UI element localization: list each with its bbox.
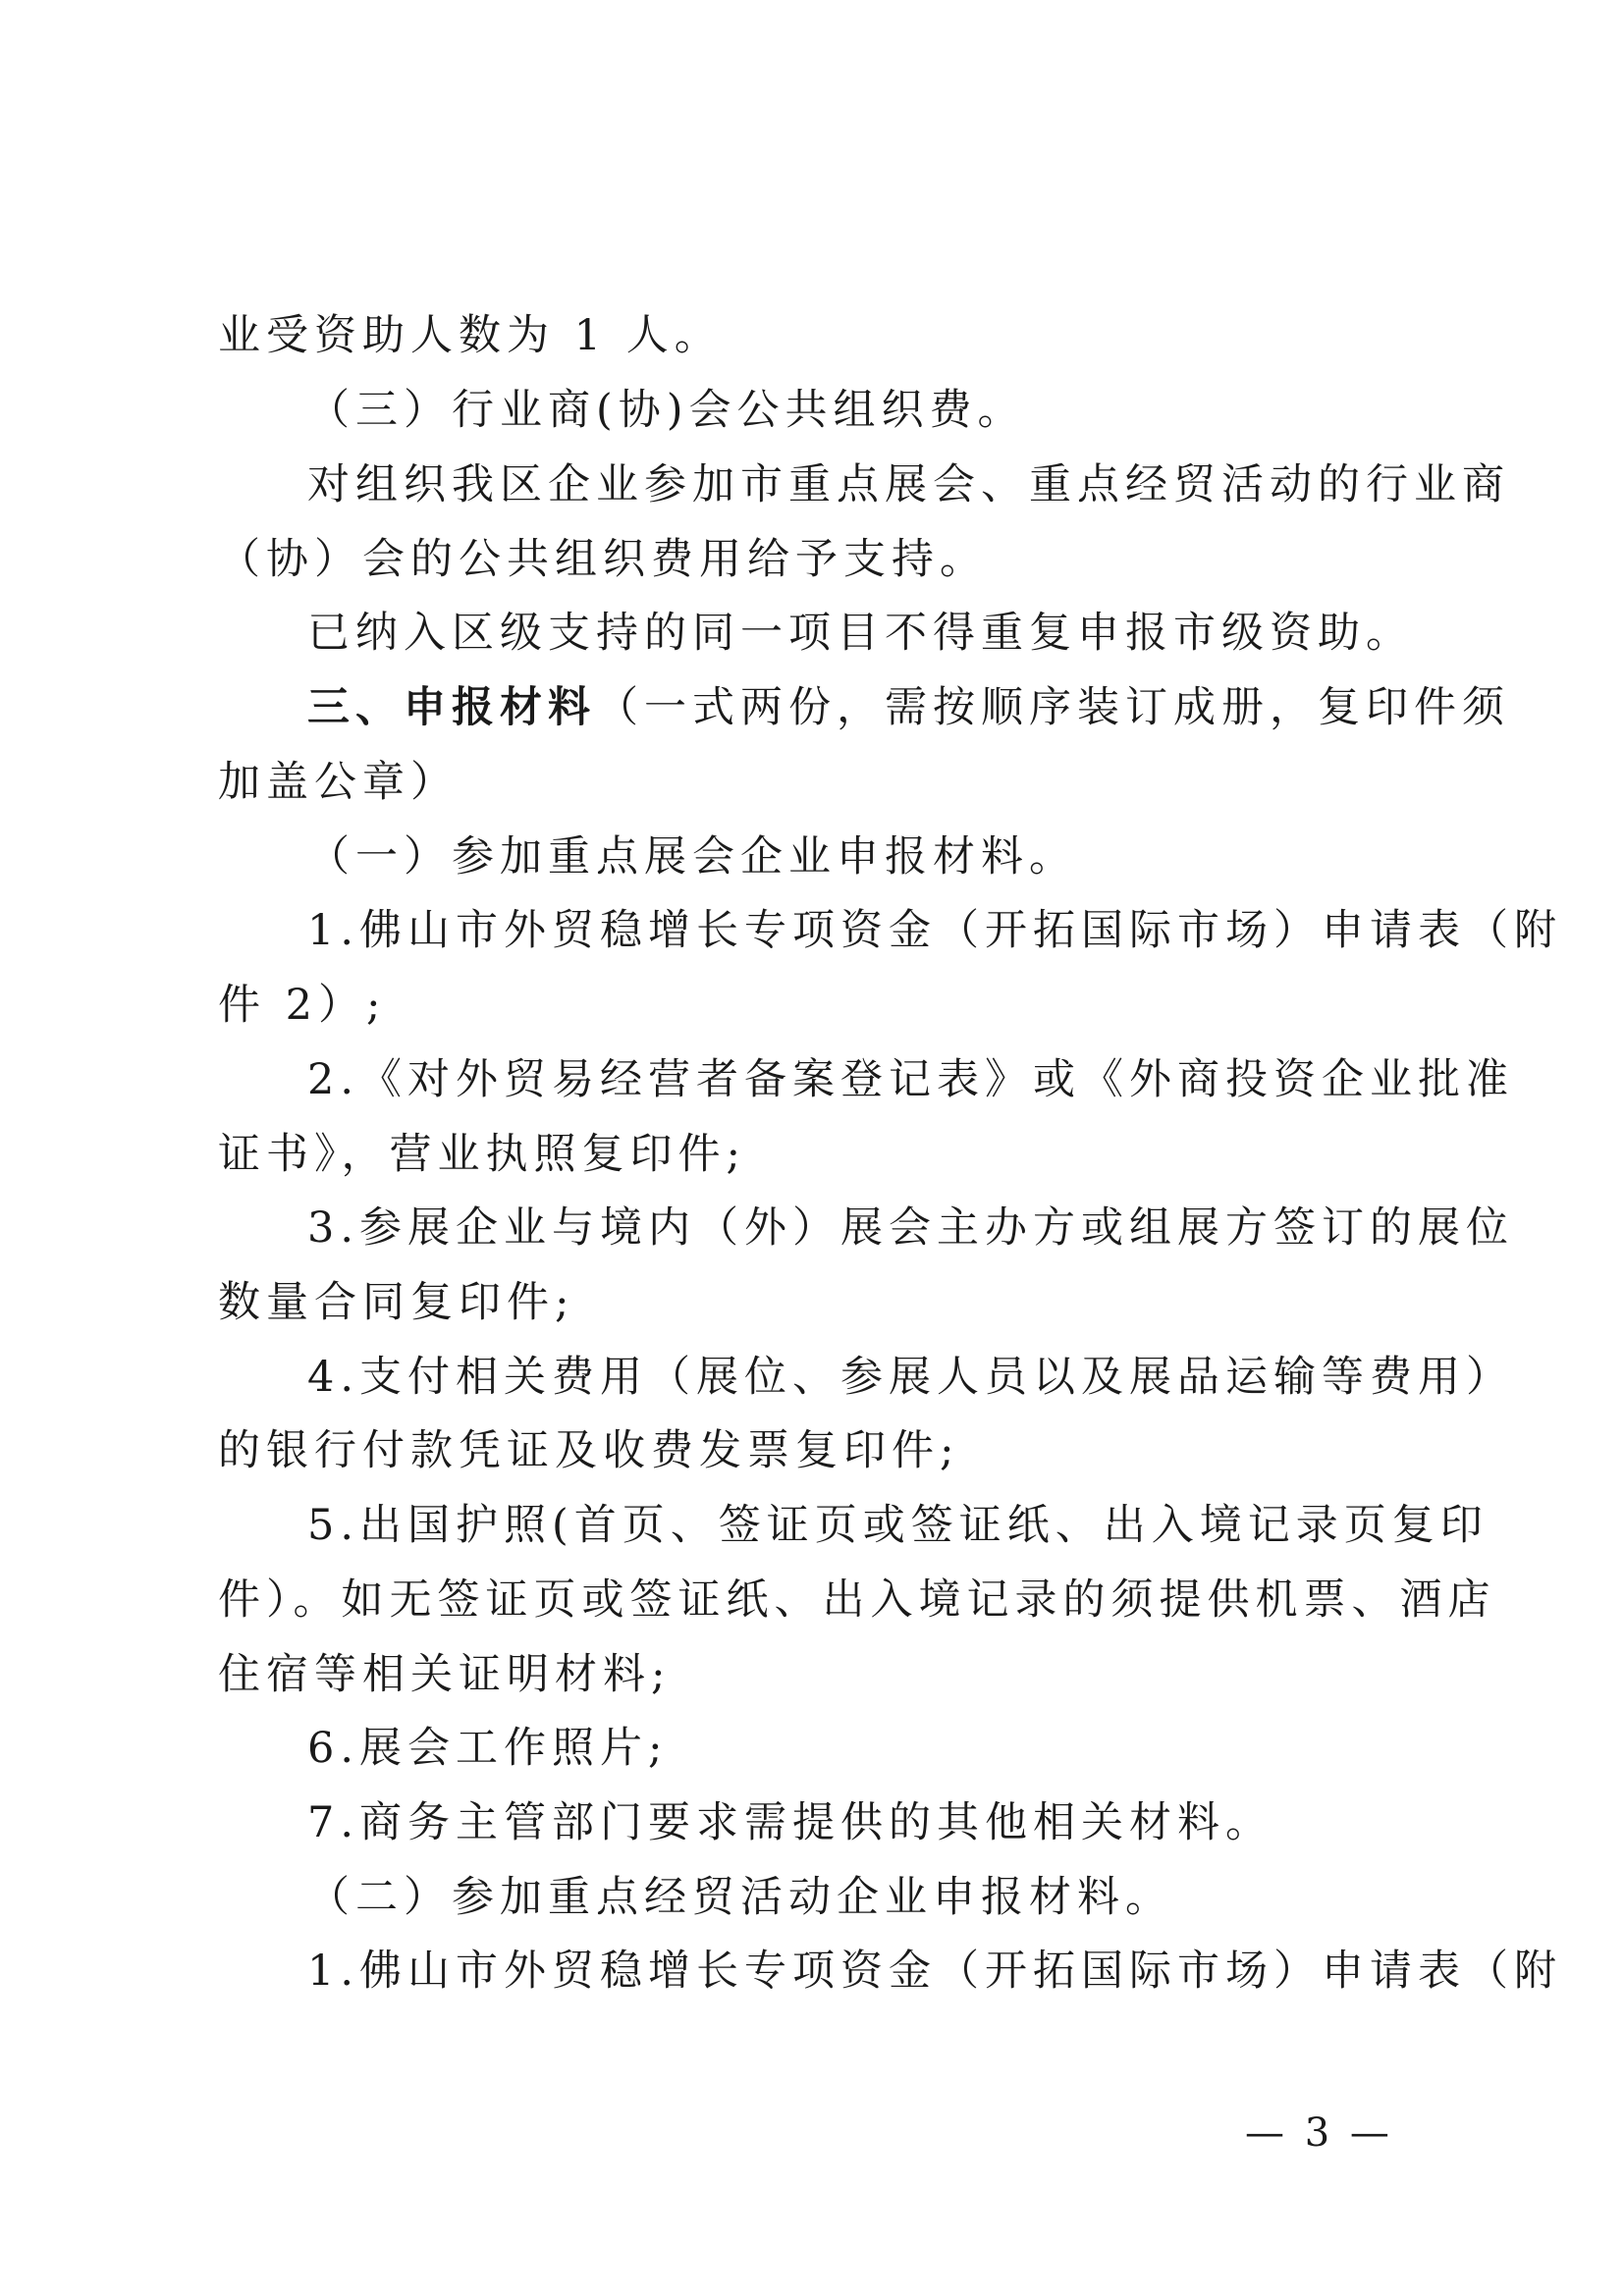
paragraph-line: 已纳入区级支持的同一项目不得重复申报市级资助。 [307,609,1414,658]
list-item-continuation: 住宿等相关证明材料; [218,1650,672,1699]
list-item-continuation: 数量合同复印件; [218,1278,575,1327]
paragraph-line: 加盖公章） [218,758,459,807]
list-item: 1.佛山市外贸稳增长专项资金（开拓国际市场）申请表（附 [307,906,1563,955]
list-item-continuation: 证书》，营业执照复印件; [218,1130,746,1179]
subsection-heading: （三）行业商(协)会公共组织费。 [307,386,1026,435]
page-number: — 3 — [1245,2110,1393,2156]
section-heading-note: （一式两份，需按顺序装订成册，复印件须 [596,683,1510,732]
list-item: 5.出国护照(首页、签证页或签证纸、出入境记录页复印 [307,1501,1489,1550]
list-item: 2.《对外贸易经营者备案登记表》或《外商投资企业批准 [307,1055,1515,1104]
paragraph-line: （协）会的公共组织费用给予支持。 [218,535,988,584]
list-item: 6.展会工作照片; [307,1724,669,1773]
paragraph-line: 对组织我区企业参加市重点展会、重点经贸活动的行业商 [307,460,1510,509]
list-item: 7.商务主管部门要求需提供的其他相关材料。 [307,1798,1274,1847]
list-item: 3.参展企业与境内（外）展会主办方或组展方签订的展位 [307,1203,1515,1253]
subsection-heading: （一）参加重点展会企业申报材料。 [307,832,1077,881]
section-heading-line [307,678,1510,737]
list-item: 4.支付相关费用（展位、参展人员以及展品运输等费用） [307,1353,1515,1402]
list-item-continuation: 的银行付款凭证及收费发票复印件; [218,1426,960,1475]
paragraph-line: 业受资助人数为 1 人。 [218,311,723,360]
list-item-continuation: 件 2）; [218,981,387,1030]
list-item-continuation: 件）。如无签证页或签证纸、出入境记录的须提供机票、酒店 [218,1575,1496,1625]
section-heading: 三、申报材料 [307,683,596,732]
list-item: 1.佛山市外贸稳增长专项资金（开拓国际市场）申请表（附 [307,1947,1563,1996]
subsection-heading: （二）参加重点经贸活动企业申报材料。 [307,1873,1173,1922]
